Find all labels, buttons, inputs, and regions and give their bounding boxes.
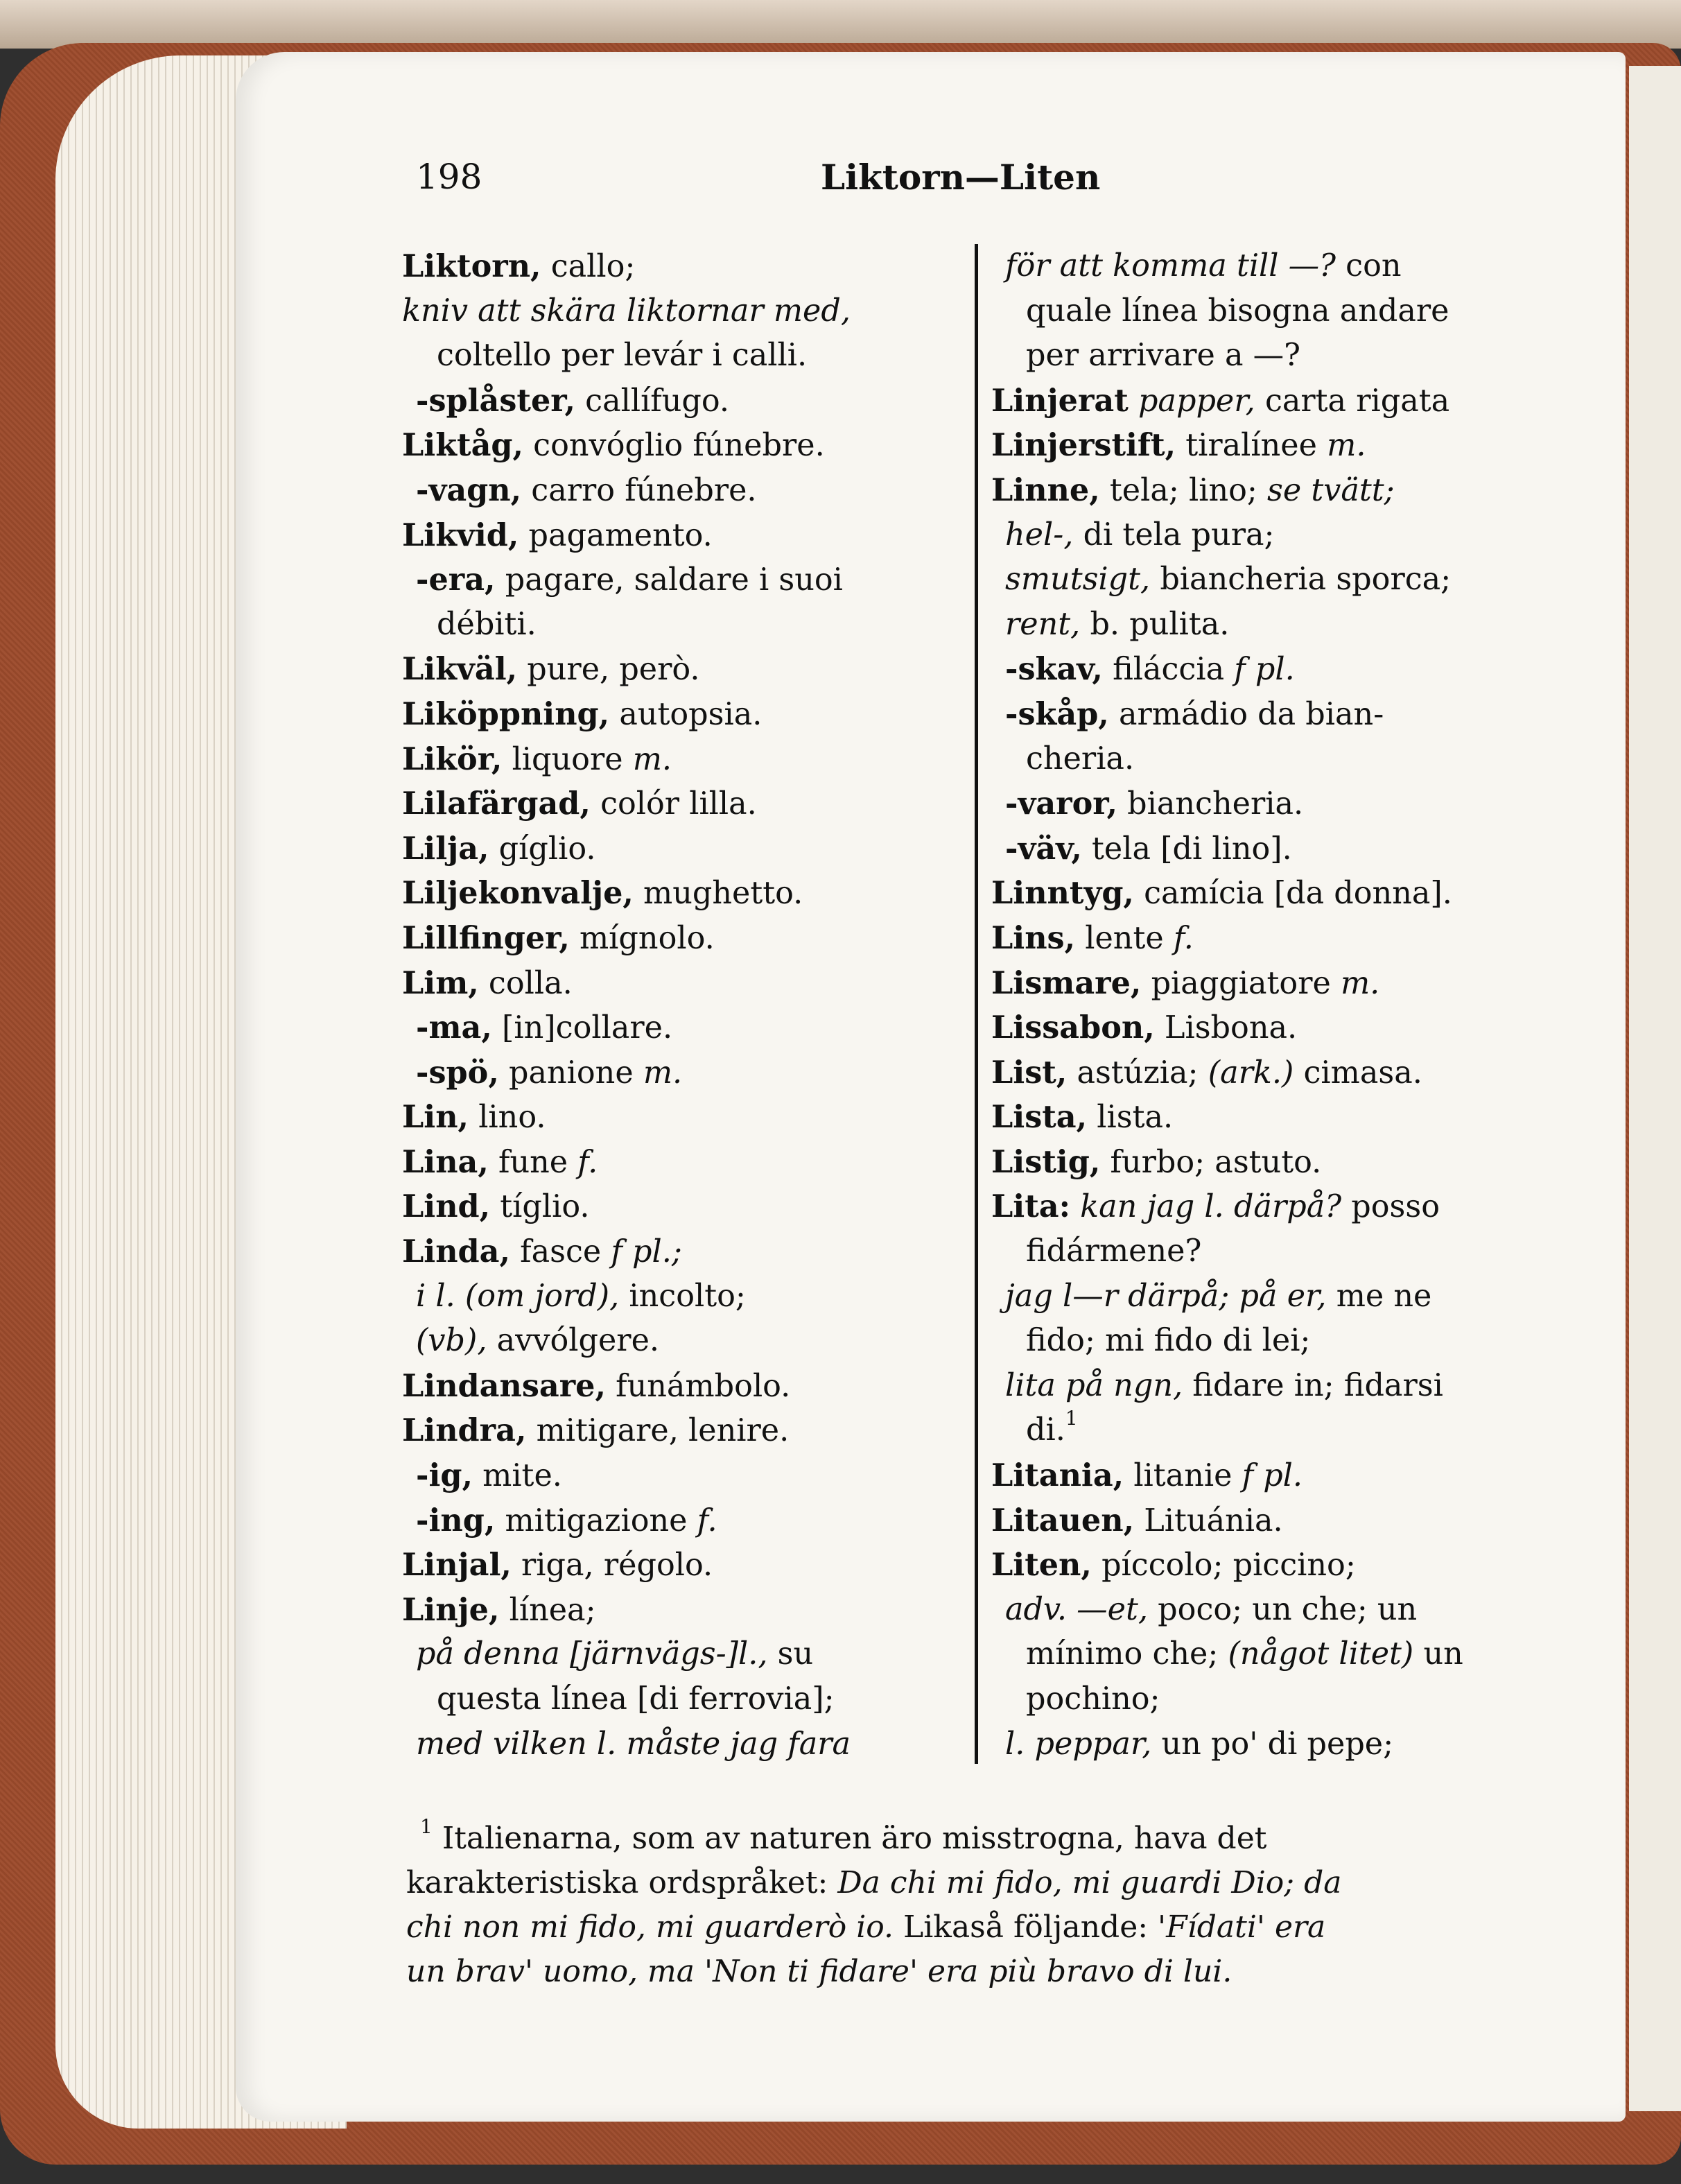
left-column-line: [402, 916, 957, 961]
entry-text: Likaså följande:: [894, 1909, 1158, 1945]
entry-text: fidármene?: [1026, 1233, 1202, 1269]
headword: Likör,: [402, 740, 503, 777]
entry-text: i l. (om jord),: [416, 1278, 620, 1314]
left-column-line: [402, 1095, 957, 1140]
right-column: [991, 244, 1539, 1767]
entry-text: tíglio.: [490, 1189, 590, 1225]
headword: -ma,: [416, 1009, 492, 1046]
left-column-line: [402, 871, 957, 916]
left-column-line: [402, 289, 957, 334]
right-column-line: [991, 289, 1539, 334]
headword: -skåp,: [1005, 695, 1109, 732]
entry-text: pochino;: [1026, 1681, 1160, 1717]
entry-text: mínimo che;: [1026, 1636, 1228, 1672]
entry-text: un po' di pepe;: [1151, 1726, 1394, 1762]
entry-text: f.: [697, 1502, 717, 1539]
entry-text: lista.: [1087, 1100, 1174, 1136]
entry-text: di.: [1026, 1412, 1065, 1448]
entry-text: filáccia: [1102, 652, 1235, 688]
headword: Liktåg,: [402, 427, 524, 464]
entry-text: astúzia;: [1067, 1055, 1208, 1091]
right-column-line: [991, 1408, 1539, 1453]
left-column-line: [402, 1229, 957, 1274]
entry-text: papper,: [1128, 383, 1255, 419]
headword: Lilafärgad,: [402, 786, 591, 822]
left-column-line: [402, 513, 957, 558]
headword: Lissabon,: [991, 1009, 1155, 1046]
headword: Linne,: [991, 471, 1100, 508]
headword: Lilja,: [402, 830, 489, 867]
right-column-line: [991, 1050, 1539, 1095]
right-column-line: [991, 513, 1539, 558]
headword: Linjal,: [402, 1547, 512, 1584]
entry-text: quale línea bisogna andare: [1026, 293, 1449, 329]
right-column-line: [991, 1632, 1539, 1677]
headword: Listig,: [991, 1143, 1101, 1180]
page-number: 198: [416, 157, 482, 197]
entry-text: Italienarna, som av naturen äro misstrogna, hava det: [432, 1821, 1267, 1856]
entry-text: f.: [577, 1144, 598, 1180]
entry-text: m.: [632, 741, 672, 777]
headword: Litania,: [991, 1457, 1124, 1494]
headword: Lindra,: [402, 1412, 527, 1449]
right-column-line: [991, 1274, 1539, 1319]
headword: Lins,: [991, 919, 1076, 956]
right-column-line: [991, 1677, 1539, 1722]
left-column-line: [402, 1184, 957, 1229]
headword: Linntyg,: [991, 875, 1134, 912]
entry-text: fune: [488, 1144, 578, 1180]
left-column-line: [402, 333, 957, 379]
entry-text: panione: [498, 1055, 643, 1091]
entry-text: (vb),: [416, 1323, 487, 1359]
entry-text: callífugo.: [575, 383, 730, 419]
entry-text: colór lilla.: [590, 786, 757, 822]
entry-text: per arrivare a —?: [1026, 338, 1301, 374]
entry-text: 'Fídati' era: [1158, 1909, 1326, 1945]
entry-text: adv. —et,: [1005, 1591, 1149, 1627]
left-column-line: [402, 647, 957, 692]
entry-text: [in]collare.: [491, 1010, 673, 1046]
left-column-line: [402, 468, 957, 513]
left-column-line: [402, 737, 957, 782]
entry-text: línea;: [499, 1592, 596, 1628]
entry-text: poco; un che; un: [1148, 1591, 1418, 1627]
entry-text: camícia [da donna].: [1133, 876, 1452, 912]
entry-text: jag l—r därpå; på er,: [1005, 1278, 1327, 1314]
right-column-line: [991, 916, 1539, 961]
entry-text: för att komma till —?: [1005, 248, 1336, 284]
headword: Lim,: [402, 964, 479, 1001]
right-column-line: [991, 1588, 1539, 1633]
entry-text: (något litet): [1228, 1636, 1414, 1672]
entry-text: m.: [1340, 965, 1380, 1001]
right-column-line: [991, 1722, 1539, 1767]
entry-text: cheria.: [1026, 740, 1135, 777]
facing-page-edge: [1629, 66, 1681, 2111]
left-column-line: [402, 1588, 957, 1633]
left-column-line: [402, 1498, 957, 1543]
entry-text: lino.: [469, 1100, 546, 1136]
left-column-line: [402, 1722, 957, 1767]
entry-text: karakteristiska ordspråket:: [406, 1865, 838, 1900]
headword: -era,: [416, 562, 496, 598]
entry-text: di tela pura;: [1073, 517, 1275, 553]
entry-text: armádio da bian-: [1108, 696, 1384, 732]
headword: Linjerat: [991, 382, 1129, 419]
entry-text: f pl.;: [611, 1234, 682, 1270]
headword: Liköppning,: [402, 695, 610, 732]
headword: List,: [991, 1054, 1068, 1091]
entry-text: Lituánia.: [1134, 1502, 1283, 1539]
entry-text: autopsia.: [609, 696, 763, 732]
entry-text: fasce: [510, 1234, 611, 1270]
headword: Lind,: [402, 1188, 491, 1225]
entry-text: smutsigt,: [1005, 562, 1151, 598]
right-column-line: [991, 1005, 1539, 1050]
entry-text: con: [1336, 248, 1402, 284]
right-column-line: [991, 603, 1539, 648]
right-column-line: [991, 1364, 1539, 1409]
headword: Likvid,: [402, 517, 519, 553]
headword: Lita:: [991, 1188, 1071, 1225]
left-column-line: [402, 557, 957, 603]
right-column-line: [991, 1140, 1539, 1185]
entry-text: mite.: [472, 1458, 562, 1494]
right-column-line: [991, 826, 1539, 872]
right-column-line: [991, 871, 1539, 916]
headword: Litauen,: [991, 1502, 1135, 1539]
headword: Liten,: [991, 1547, 1092, 1584]
right-column-line: [991, 1498, 1539, 1543]
entry-text: convóglio fúnebre.: [523, 428, 825, 464]
right-column-line: [991, 244, 1539, 289]
headword: -vagn,: [416, 471, 522, 508]
footnote-marker: 1: [1065, 1407, 1078, 1430]
left-column-line: [402, 1632, 957, 1677]
left-column-line: [402, 961, 957, 1006]
entry-text: f pl.: [1234, 652, 1295, 688]
left-column-line: [402, 1050, 957, 1095]
left-column-line: [402, 244, 957, 289]
entry-text: píccolo; piccino;: [1091, 1548, 1356, 1584]
headword: Lismare,: [991, 964, 1142, 1001]
left-column-line: [402, 1364, 957, 1409]
entry-text: gíglio.: [489, 831, 596, 867]
headword: Lillfinger,: [402, 919, 570, 956]
left-column-line: [402, 1319, 957, 1364]
right-column-line: [991, 737, 1539, 782]
entry-text: liquore: [502, 741, 633, 777]
entry-text: pagamento.: [519, 517, 713, 553]
entry-text: f.: [1173, 920, 1194, 956]
table-surface: [0, 0, 1681, 49]
headword: -skav,: [1005, 651, 1103, 688]
footnote-line: [406, 1905, 1536, 1950]
entry-text: carro fúnebre.: [521, 472, 757, 508]
entry-text: débiti.: [437, 606, 537, 642]
right-column-line: [991, 333, 1539, 379]
entry-text: su: [767, 1636, 814, 1672]
right-column-line: [991, 781, 1539, 826]
entry-text: se tvätt;: [1267, 472, 1395, 508]
left-column-line: [402, 1274, 957, 1319]
entry-text: b. pulita.: [1080, 606, 1230, 642]
right-column-line: [991, 557, 1539, 603]
entry-text: un brav' uomo, ma 'Non ti fidare' era più bravo di lui.: [406, 1954, 1233, 1989]
entry-text: mitigazione: [495, 1502, 697, 1539]
entry-text: riga, régolo.: [511, 1548, 713, 1584]
entry-text: biancheria.: [1117, 786, 1304, 822]
entry-text: litanie: [1124, 1458, 1242, 1494]
entry-text: mitigare, lenire.: [526, 1413, 790, 1449]
right-column-line: [991, 961, 1539, 1006]
entry-text: m.: [1327, 428, 1366, 464]
footnote-marker: 1: [420, 1815, 433, 1838]
left-column-line: [402, 603, 957, 648]
right-column-line: [991, 423, 1539, 468]
right-column-line: [991, 1184, 1539, 1229]
entry-text: piaggiatore: [1141, 965, 1341, 1001]
entry-text: tela; lino;: [1099, 472, 1268, 508]
entry-text: fido; mi fido di lei;: [1026, 1323, 1311, 1359]
entry-text: callo;: [541, 249, 636, 284]
left-column-line: [402, 692, 957, 737]
headword: Linjerstift,: [991, 427, 1176, 464]
entry-text: colla.: [478, 965, 573, 1001]
footnote-line: [406, 1950, 1536, 1994]
entry-text: l. peppar,: [1005, 1726, 1152, 1762]
entry-text: rent,: [1005, 606, 1081, 642]
entry-text: mígnolo.: [569, 920, 715, 956]
entry-text: kan jag l. därpå?: [1070, 1189, 1342, 1225]
entry-text: Lisbona.: [1154, 1010, 1298, 1046]
headword: Lina,: [402, 1143, 489, 1180]
footnote-line: [406, 1817, 1536, 1861]
entry-text: lita på ngn,: [1005, 1367, 1183, 1403]
right-column-line: [991, 379, 1539, 424]
entry-text: Da chi mi fido, mi guardi Dio; da: [837, 1865, 1342, 1900]
entry-text: (ark.): [1208, 1055, 1294, 1091]
entry-text: me ne: [1326, 1278, 1432, 1314]
headword: Linda,: [402, 1233, 510, 1270]
entry-text: kniv att skära liktornar med,: [402, 293, 851, 329]
headword: -ing,: [416, 1502, 496, 1539]
entry-text: tela [di lino].: [1081, 831, 1292, 867]
headword: -spö,: [416, 1054, 499, 1091]
left-column-line: [402, 379, 957, 424]
entry-text: carta rigata: [1255, 383, 1450, 419]
entry-text: f pl.: [1242, 1458, 1303, 1494]
right-column-line: [991, 468, 1539, 513]
entry-text: med vilken l. måste jag fara: [416, 1726, 851, 1762]
right-column-line: [991, 692, 1539, 737]
entry-text: furbo; astuto.: [1100, 1144, 1322, 1180]
right-column-line: [991, 1543, 1539, 1588]
entry-text: tiralínee: [1176, 428, 1327, 464]
right-column-line: [991, 1229, 1539, 1274]
left-column-line: [402, 781, 957, 826]
entry-text: mughetto.: [633, 876, 803, 912]
right-column-line: [991, 647, 1539, 692]
left-column-line: [402, 1140, 957, 1185]
running-head: Liktorn—Liten: [821, 157, 1101, 198]
headword: Likväl,: [402, 651, 518, 688]
headword: -väv,: [1005, 830, 1082, 867]
entry-text: posso: [1341, 1189, 1440, 1225]
column-rule: [975, 244, 978, 1764]
left-column-line: [402, 1005, 957, 1050]
headword: -ig,: [416, 1457, 473, 1494]
headword: -splåster,: [416, 382, 575, 419]
left-column-line: [402, 1677, 957, 1722]
entry-text: avvólgere.: [487, 1323, 660, 1359]
left-column-line: [402, 1543, 957, 1588]
entry-text: lente: [1075, 920, 1174, 956]
left-column-line: [402, 826, 957, 872]
entry-text: coltello per levár i calli.: [437, 338, 808, 374]
left-column: [402, 244, 957, 1767]
entry-text: m.: [643, 1055, 683, 1091]
headword: Liktorn,: [402, 248, 541, 284]
entry-text: på denna [järnvägs-]l.,: [416, 1636, 768, 1672]
headword: Lista,: [991, 1099, 1088, 1136]
left-column-line: [402, 1408, 957, 1453]
left-column-line: [402, 423, 957, 468]
entry-text: un: [1413, 1636, 1463, 1672]
headword: Liljekonvalje,: [402, 875, 634, 912]
entry-text: pure, però.: [517, 652, 700, 688]
entry-text: fidare in; fidarsi: [1183, 1367, 1443, 1403]
entry-text: incolto;: [619, 1278, 746, 1314]
entry-text: questa línea [di ferrovia];: [437, 1681, 835, 1717]
headword: Lindansare,: [402, 1367, 606, 1404]
entry-text: hel-,: [1005, 517, 1074, 553]
entry-text: chi non mi fido, mi guarderò io.: [406, 1909, 894, 1945]
entry-text: cimasa.: [1294, 1055, 1422, 1091]
headword: Lin,: [402, 1099, 469, 1136]
right-column-line: [991, 1319, 1539, 1364]
footnote-line: [406, 1861, 1536, 1905]
right-column-line: [991, 1453, 1539, 1498]
entry-text: biancheria sporca;: [1150, 562, 1452, 598]
left-column-line: [402, 1453, 957, 1498]
right-column-line: [991, 1095, 1539, 1140]
entry-text: pagare, saldare i suoi: [495, 562, 843, 598]
footnote: [406, 1817, 1536, 1994]
headword: -varor,: [1005, 786, 1117, 822]
headword: Linje,: [402, 1591, 500, 1628]
entry-text: funámbolo.: [606, 1368, 791, 1404]
